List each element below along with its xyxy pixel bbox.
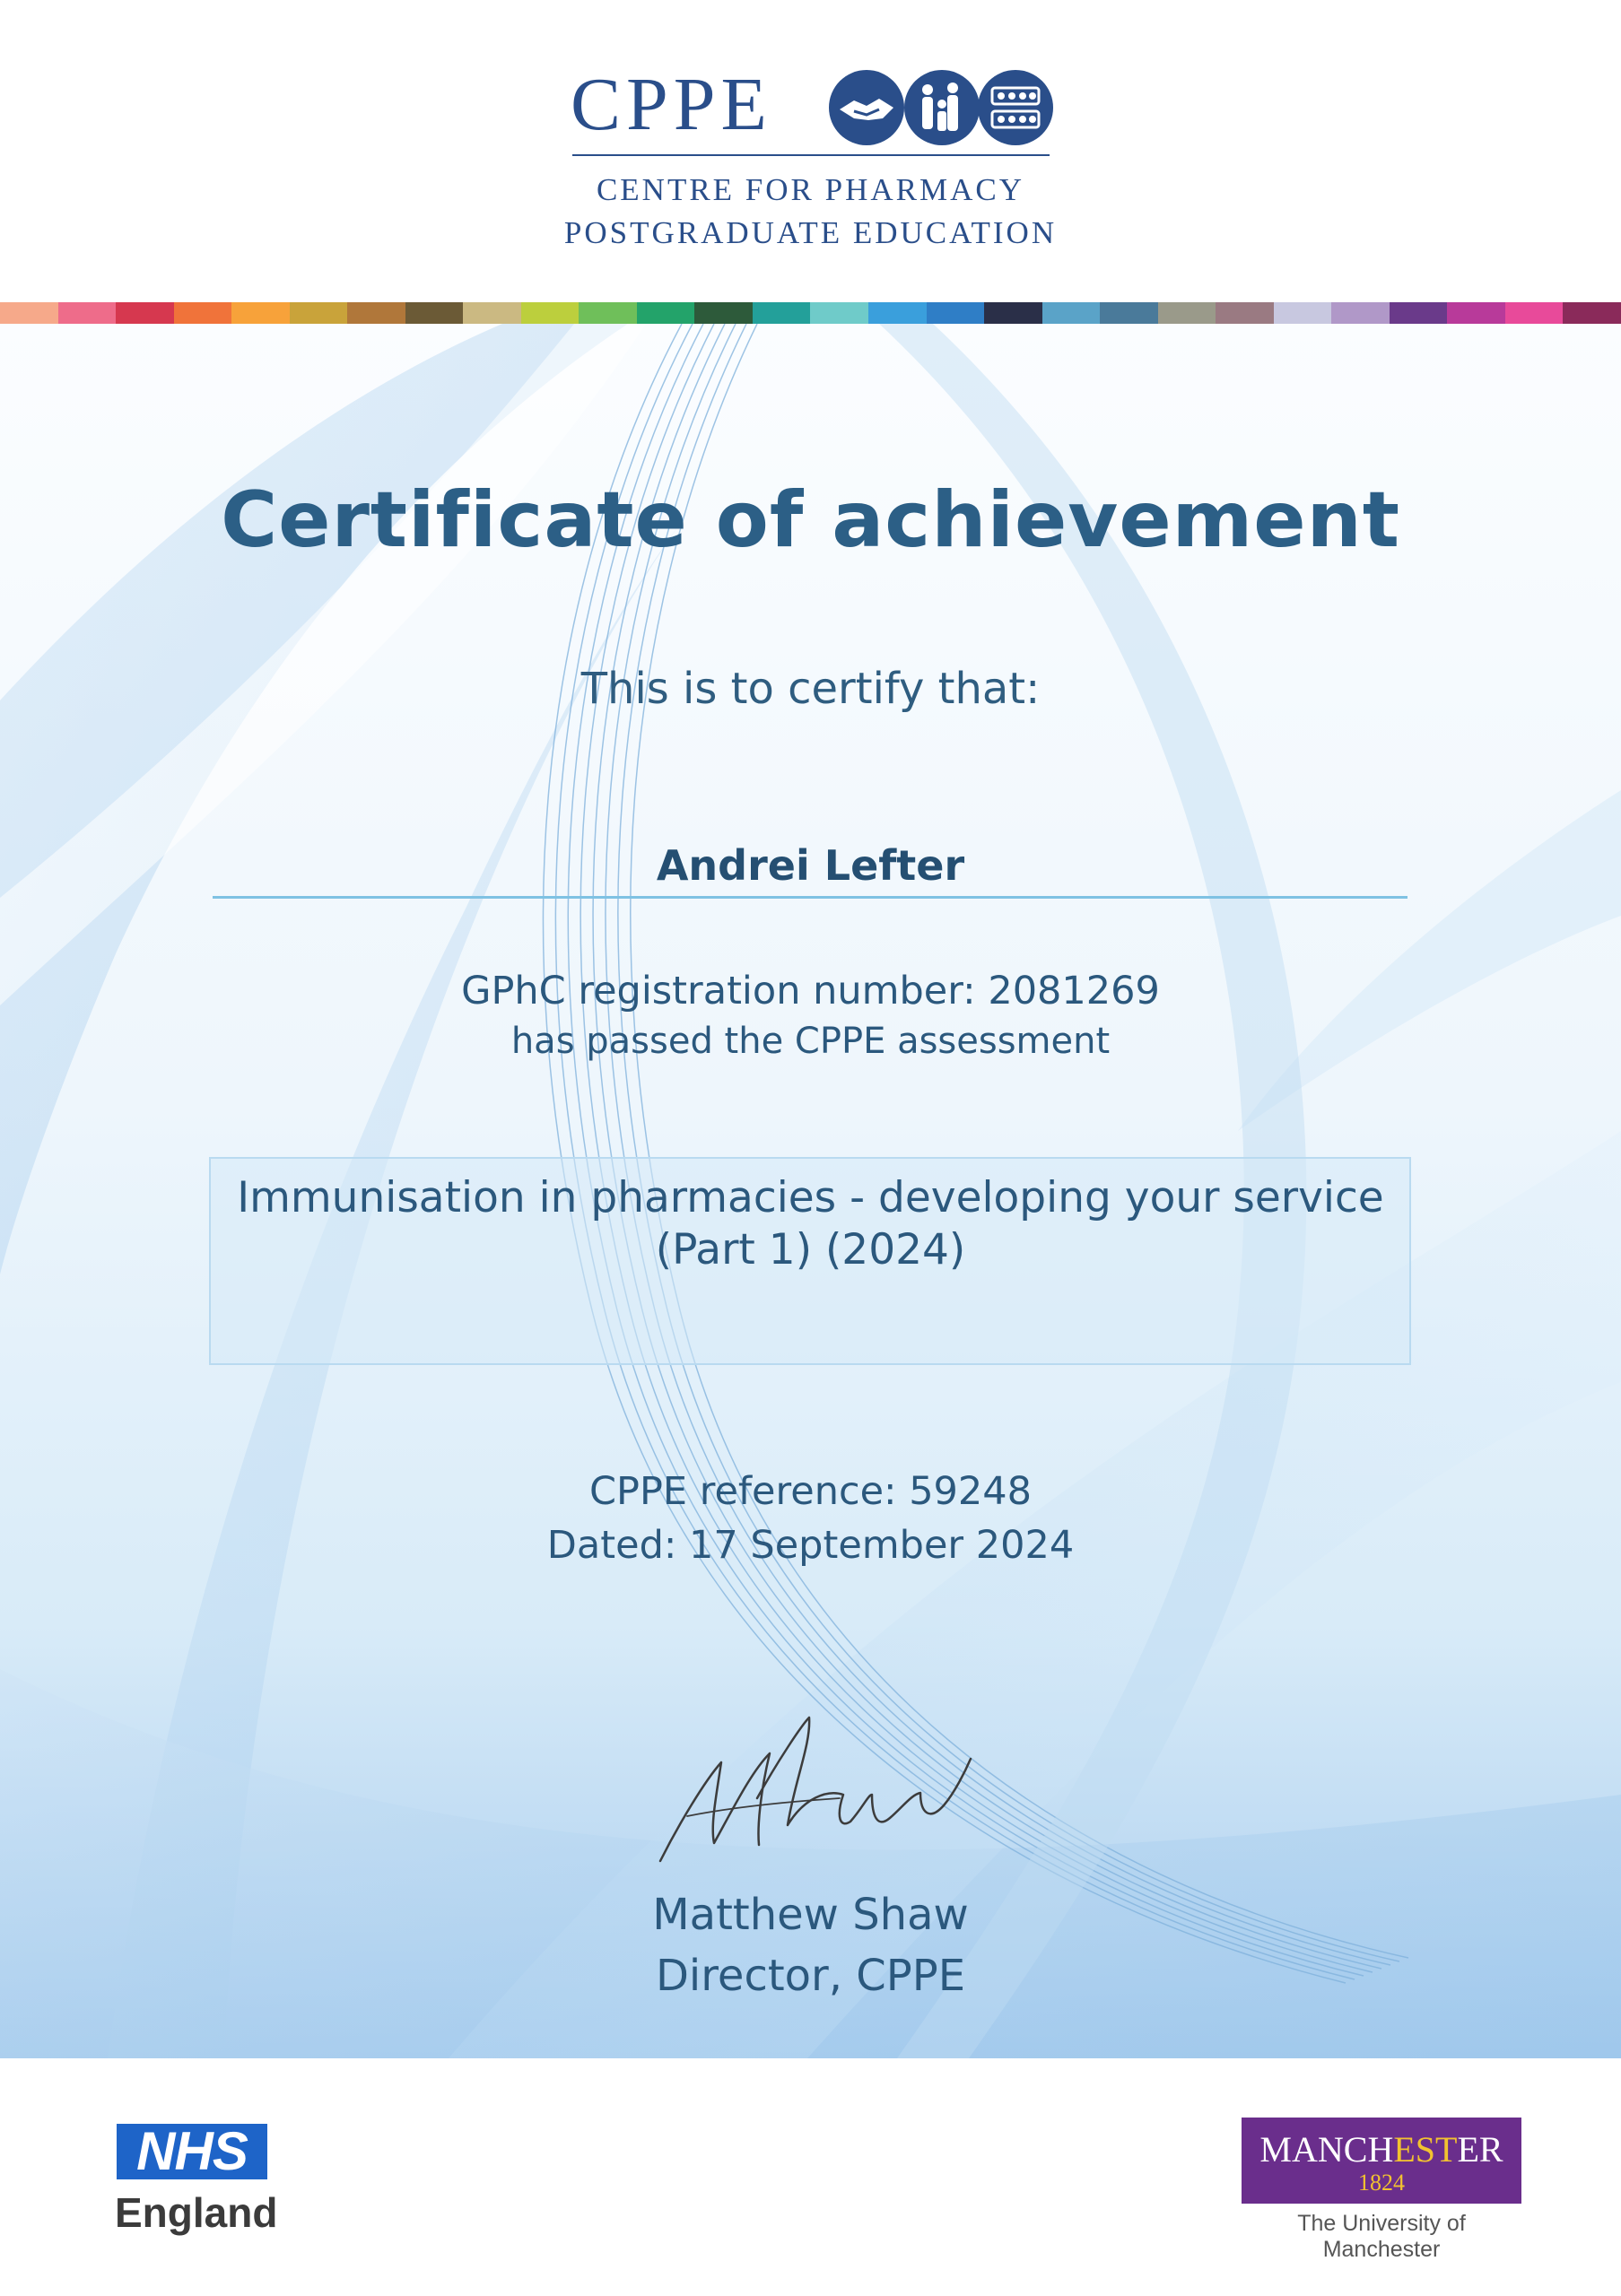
colour-strip-segment [290, 302, 348, 324]
colour-strip-segment [174, 302, 232, 324]
manchester-logo [1242, 2118, 1521, 2204]
colour-strip-segment [1100, 302, 1158, 324]
director-signature [651, 1709, 978, 1870]
colour-strip-segment [521, 302, 580, 324]
certificate-title: Certificate of achievement [221, 475, 1400, 565]
registration-number: GPhC registration number: 2081269 [461, 969, 1160, 1013]
course-title-line-2: (Part 1) (2024) [655, 1225, 966, 1274]
colour-strip-segment [347, 302, 405, 324]
colour-strip-segment [753, 302, 811, 324]
colour-strip-segment [1216, 302, 1274, 324]
cppe-reference: CPPE reference: 59248 [589, 1469, 1032, 1514]
colour-strip-segment [579, 302, 637, 324]
medicine-pack-icon [978, 70, 1053, 145]
colour-strip-segment [463, 302, 521, 324]
certify-statement: This is to certify that: [580, 664, 1041, 714]
logo-divider [572, 154, 1050, 156]
colour-strip-segment [1390, 302, 1448, 324]
colour-strip-segment [405, 302, 464, 324]
course-title-line-1: Immunisation in pharmacies - developing your service [237, 1173, 1384, 1222]
manchester-year: 1824 [1358, 2170, 1405, 2196]
colour-strip-segment [1042, 302, 1101, 324]
colour-strip-segment [1447, 302, 1505, 324]
nhs-region-label: England [115, 2189, 278, 2236]
colour-strip-segment [58, 302, 117, 324]
nhs-logo: NHS [117, 2124, 267, 2179]
colour-strip [0, 302, 1621, 324]
colour-strip-segment [1563, 302, 1621, 324]
signer-name: Matthew Shaw [652, 1890, 969, 1940]
colour-strip-segment [1158, 302, 1216, 324]
manchester-university-name: The University of Manchester [1297, 2211, 1466, 2262]
colour-strip-segment [1274, 302, 1332, 324]
colour-strip-segment [1505, 302, 1564, 324]
org-name-line-1: CENTRE FOR PHARMACY [596, 172, 1025, 207]
colour-strip-segment [637, 302, 695, 324]
colour-strip-segment [810, 302, 868, 324]
assessment-statement: has passed the CPPE assessment [510, 1021, 1111, 1062]
colour-strip-segment [694, 302, 753, 324]
certificate-date: Dated: 17 September 2024 [546, 1523, 1075, 1568]
manchester-wordmark-c: ER [1457, 2129, 1503, 2170]
colour-strip-segment [984, 302, 1042, 324]
cppe-logo-emblem [827, 68, 1053, 147]
manchester-wordmark-a: MANCH [1259, 2129, 1394, 2170]
signer-role: Director, CPPE [655, 1951, 966, 2001]
colour-strip-segment [1331, 302, 1390, 324]
org-name-line-2: POSTGRADUATE EDUCATION [563, 215, 1058, 250]
manchester-wordmark [1242, 2128, 1521, 2170]
cppe-logo-wordmark: CPPE [571, 63, 772, 146]
colour-strip-segment [0, 302, 58, 324]
recipient-name: Andrei Lefter [656, 841, 965, 890]
colour-strip-segment [927, 302, 985, 324]
colour-strip-segment [231, 302, 290, 324]
certificate-header [0, 0, 1621, 300]
colour-strip-segment [868, 302, 927, 324]
colour-strip-segment [116, 302, 174, 324]
name-underline [213, 896, 1407, 899]
manchester-wordmark-b: EST [1393, 2129, 1458, 2170]
